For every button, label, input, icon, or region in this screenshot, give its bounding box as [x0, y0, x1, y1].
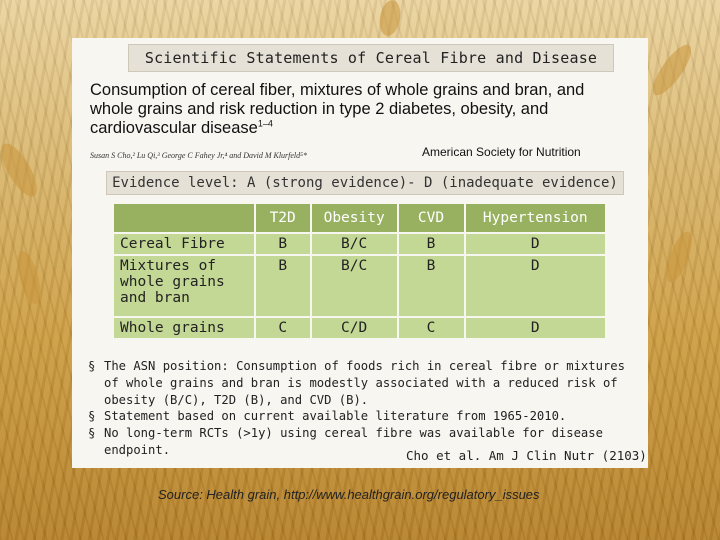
table-header-cell: CVD	[398, 203, 465, 233]
table-header-cell: Hypertension	[465, 203, 606, 233]
wheat-ear-decoration	[13, 249, 45, 307]
bullet-marker-icon: §	[88, 426, 96, 441]
row-label: Mixtures of whole grains and bran	[113, 255, 255, 317]
table-cell: B	[255, 233, 311, 255]
list-item-text: No long-term RCTs (>1y) using cereal fibre was available for disease endpoint.	[104, 426, 603, 457]
list-item-text: Statement based on current available literature from 1965-2010.	[104, 409, 567, 424]
list-item	[88, 358, 640, 408]
table-cell: D	[465, 233, 606, 255]
paper-authors: Susan S Cho,² Lu Qi,³ George C Fahey Jr,⁴ and David M Klurfeld⁵*	[90, 151, 307, 160]
table-row	[113, 255, 606, 317]
table-cell: B	[398, 233, 465, 255]
citation: Cho et al. Am J Clin Nutr (2103)	[406, 448, 647, 463]
table-cell: B	[255, 255, 311, 317]
row-label: Cereal Fibre	[113, 233, 255, 255]
evidence-table	[112, 202, 607, 340]
table-row	[113, 317, 606, 339]
list-item-text: The ASN position: Consumption of foods rich in cereal fibre or mixtures of whole grains and bran is modestly associated with a reduced risk of obesity (B/C), T2D (B), and CVD (B).	[104, 359, 625, 407]
paper-title: Consumption of cereal fiber, mixtures of whole grains and bran, and whole grains and risk reduction in type 2 diabetes, obesity, and cardiovascular disease	[90, 81, 585, 137]
paper-headline	[90, 81, 630, 138]
table-cell: B/C	[311, 255, 398, 317]
bullet-marker-icon: §	[88, 409, 96, 424]
table-header-row	[113, 203, 606, 233]
row-label: Whole grains	[113, 317, 255, 339]
evidence-level-caption: Evidence level: A (strong evidence)- D (inadequate evidence)	[106, 171, 624, 195]
wheat-ear-decoration	[647, 40, 698, 101]
wheat-ear-decoration	[377, 0, 403, 37]
bullet-list	[88, 358, 640, 459]
bullet-marker-icon: §	[88, 359, 96, 373]
table-cell: C	[398, 317, 465, 339]
wheat-ear-decoration	[661, 229, 696, 286]
wheat-ear-decoration	[0, 139, 44, 202]
table-cell: C	[255, 317, 311, 339]
publisher-label: American Society for Nutrition	[422, 145, 581, 159]
table-cell: C/D	[311, 317, 398, 339]
paper-title-superscript: 1–4	[257, 118, 273, 129]
table-header-cell	[113, 203, 255, 233]
slide-title: Scientific Statements of Cereal Fibre and Disease	[128, 44, 614, 72]
table-header-cell: Obesity	[311, 203, 398, 233]
list-item	[88, 408, 640, 425]
table-cell: D	[465, 317, 606, 339]
table-cell: B	[398, 255, 465, 317]
source-note: Source: Health grain, http://www.healthgrain.org/regulatory_issues	[158, 487, 540, 502]
table-header-cell: T2D	[255, 203, 311, 233]
table-cell: B/C	[311, 233, 398, 255]
table-cell: D	[465, 255, 606, 317]
table-row	[113, 233, 606, 255]
